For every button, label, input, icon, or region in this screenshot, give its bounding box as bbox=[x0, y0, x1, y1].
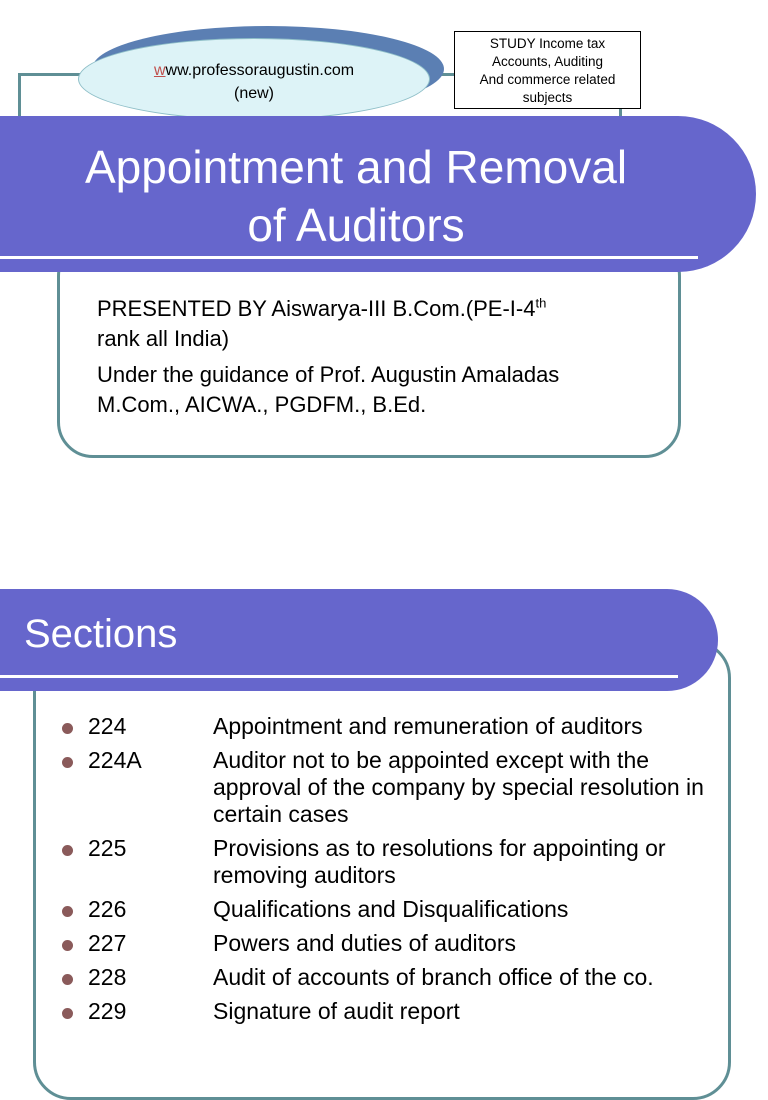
study-line-4: subjects bbox=[522, 90, 573, 105]
section-number: 224 bbox=[88, 713, 127, 739]
section-number: 226 bbox=[88, 896, 127, 922]
bullet-icon bbox=[62, 974, 73, 985]
study-line-2: Accounts, Auditing bbox=[491, 54, 604, 69]
slide-title-text bbox=[36, 138, 676, 254]
section-description: Powers and duties of auditors bbox=[213, 930, 517, 956]
website-link[interactable] bbox=[79, 59, 429, 82]
section-number: 224A bbox=[88, 747, 142, 773]
title-line-2: of Auditors bbox=[247, 199, 465, 251]
study-note-box bbox=[454, 31, 641, 109]
presented-by bbox=[97, 294, 657, 354]
sections-title: Sections bbox=[24, 612, 178, 656]
list-item bbox=[60, 930, 740, 957]
study-line-3: And commerce related bbox=[479, 72, 616, 87]
website-prefix: w bbox=[153, 62, 166, 79]
list-item bbox=[60, 747, 740, 828]
presented-text: PRESENTED BY Aiswarya-III B.Com.(PE-I-4 bbox=[97, 296, 536, 321]
title-banner-underline bbox=[0, 256, 698, 259]
section-number: 225 bbox=[88, 835, 127, 861]
guidance-line-1: Under the guidance of Prof. Augustin Amaladas bbox=[97, 362, 560, 387]
section-description: Auditor not to be appointed except with the approval of the company by special resolution in certain cases bbox=[213, 747, 704, 827]
guidance-line-2: M.Com., AICWA., PGDFM., B.Ed. bbox=[97, 392, 427, 417]
title-line-1: Appointment and Removal bbox=[84, 141, 628, 193]
section-description: Signature of audit report bbox=[213, 998, 460, 1024]
sections-banner-underline bbox=[0, 675, 678, 678]
study-line-1: STUDY Income tax bbox=[489, 36, 606, 51]
section-description: Provisions as to resolutions for appointing or removing auditors bbox=[213, 835, 666, 888]
guidance bbox=[97, 360, 657, 420]
website-callout[interactable] bbox=[78, 38, 430, 120]
slide-sections bbox=[0, 585, 768, 1024]
website-note: (new) bbox=[233, 85, 274, 102]
bullet-icon bbox=[62, 1008, 73, 1019]
section-description: Audit of accounts of branch office of the co. bbox=[213, 964, 654, 990]
list-item bbox=[60, 713, 740, 740]
list-item bbox=[60, 998, 740, 1025]
section-number: 229 bbox=[88, 998, 127, 1024]
bullet-icon bbox=[62, 940, 73, 951]
bullet-icon bbox=[62, 723, 73, 734]
bullet-icon bbox=[62, 757, 73, 768]
section-number: 227 bbox=[88, 930, 127, 956]
presented-rest: rank all India) bbox=[97, 326, 230, 351]
list-item bbox=[60, 964, 740, 991]
list-item bbox=[60, 835, 740, 889]
sections-list bbox=[60, 713, 740, 1032]
section-number: 228 bbox=[88, 964, 127, 990]
section-description: Appointment and remuneration of auditors bbox=[213, 713, 643, 739]
website-url: ww.professoraugustin.com bbox=[165, 62, 355, 79]
slide-title bbox=[0, 0, 768, 470]
list-item bbox=[60, 896, 740, 923]
bullet-icon bbox=[62, 845, 73, 856]
section-description: Qualifications and Disqualifications bbox=[213, 896, 569, 922]
presenter-info bbox=[97, 294, 657, 426]
presented-sup: th bbox=[535, 295, 547, 311]
bullet-icon bbox=[62, 906, 73, 917]
